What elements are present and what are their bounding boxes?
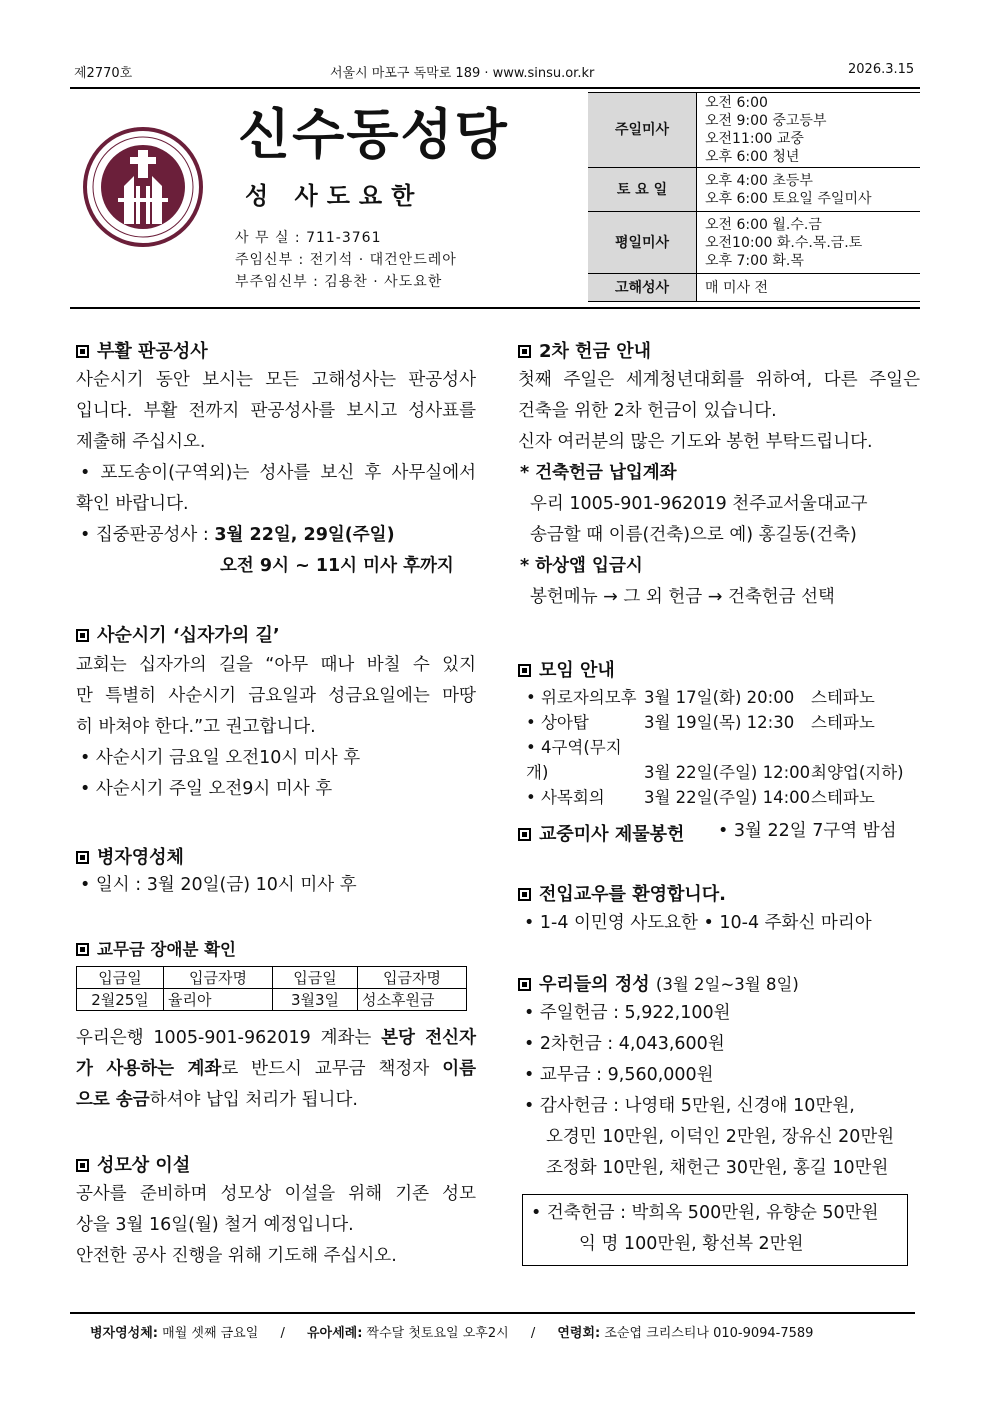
footer-value: 조순엽 크리스티나 010-9094-7589 [600, 1326, 814, 1341]
text-line: 봉헌메뉴 → 그 외 헌금 → 건축헌금 선택 [530, 587, 835, 607]
issue-number: 제2770호 [74, 66, 133, 81]
address: 서울시 마포구 독막로 189 · www.sinsu.or.kr [330, 66, 595, 81]
footer-separator: / [530, 1326, 536, 1341]
text-line: 상을 3월 16일(월) 철거 예정입니다. [76, 1215, 354, 1235]
checkbox-bullet-icon [518, 664, 531, 677]
checkbox-bullet-icon [76, 943, 89, 956]
parish-logo [82, 126, 204, 248]
text-line: 제출해 주십시오. [76, 432, 206, 452]
list-item [526, 710, 926, 735]
meeting-name: • 4구역(무지개) [526, 738, 622, 782]
parish-seal-icon [82, 126, 204, 248]
heading-text: 전입교우를 환영합니다. [539, 884, 726, 905]
meeting-place: 최양업(지하) [811, 763, 904, 782]
list-item: • 감사헌금 : 나영태 5만원, 신경애 10만원, [524, 1096, 855, 1116]
text-span: 하셔야 납입 처리가 됩니다. [149, 1090, 358, 1110]
mass-schedule-table [588, 92, 920, 302]
text-line: 송금할 때 이름(건축)으로 예) 홍길동(건축) [530, 525, 857, 545]
text-line [76, 1054, 476, 1085]
pastor: 주임신부 : 전기석 · 대건안드레아 [235, 252, 457, 268]
heading-text: 사순시기 ‘십자가의 길’ [97, 625, 280, 646]
text-span: 가 사용하는 계좌 [76, 1059, 222, 1079]
second-collection-body [518, 365, 920, 613]
text-line: • 사순시기 금요일 오전10시 미사 후 [80, 748, 361, 768]
text-line: 공사를 준비하며 성모상 이설을 위해 기존 성모 [76, 1184, 476, 1204]
statue-relocation-heading [76, 1151, 190, 1177]
text-span: 우리은행 1005-901-962019 계좌는 [76, 1028, 382, 1048]
schedule-line: 오후 6:00 청년 [705, 149, 800, 165]
list-item: • 건축헌금 : 박희옥 500만원, 유향순 50만원 [531, 1203, 879, 1223]
welcome-heading [518, 880, 726, 906]
table-cell: 3월3일 [273, 989, 358, 1011]
meeting-time: 3월 17일(화) 20:00 [644, 688, 795, 707]
text-line [76, 1023, 476, 1054]
offerings-list [524, 998, 924, 1184]
table-cell: 성소후원금 [358, 989, 467, 1011]
dues-check-heading [76, 936, 236, 960]
checkbox-bullet-icon [518, 888, 531, 901]
list-item: 익 명 100만원, 황선복 2만원 [579, 1234, 804, 1254]
schedule-line: 오전 6:00 월.수.금 [705, 216, 822, 233]
text-line: * 하상앱 입금시 [520, 556, 643, 576]
checkbox-bullet-icon [518, 345, 531, 358]
checkbox-bullet-icon [76, 345, 89, 358]
checkbox-bullet-icon [76, 1159, 89, 1172]
heading-text: 성모상 이설 [97, 1155, 191, 1176]
list-item: 오경민 10만원, 이덕인 2만원, 장유신 20만원 [546, 1127, 895, 1147]
checkbox-bullet-icon [76, 851, 89, 864]
text-line: 오전 9시 ~ 11시 미사 후까지 [220, 556, 454, 576]
table-row [77, 967, 467, 989]
offerings-heading [518, 970, 799, 996]
page-title: 신수동성당 [238, 103, 509, 166]
patron-saint: 성 사도요한 [245, 182, 424, 210]
footer-rule [70, 1312, 915, 1314]
second-collection-heading [518, 337, 651, 363]
intensive-confession-line [76, 520, 476, 551]
text-span: • 집중판공성사 : [80, 525, 215, 545]
footer-value: 짝수달 첫토요일 오후2시 [362, 1326, 509, 1341]
meeting-place: 스테파노 [811, 688, 875, 707]
heading-text: 교중미사 제물봉헌 [539, 824, 685, 845]
schedule-label: 고해성사 [588, 274, 697, 302]
text-line: 사순시기 동안 보시는 모든 고해성사는 판공성사 [76, 370, 476, 390]
text-line: 신자 여러분의 많은 기도와 봉헌 부탁드립니다. [518, 432, 873, 452]
footer [90, 1322, 813, 1341]
schedule-line: 오전11:00 교중 [705, 131, 804, 147]
list-item [526, 735, 926, 785]
office-phone: 사 무 실 : 711-3761 [235, 230, 382, 246]
heading-text: 병자영성체 [97, 847, 184, 868]
table-header: 입금자명 [358, 967, 467, 989]
text-line: 안전한 공사 진행을 위해 기도해 주십시오. [76, 1246, 397, 1266]
meetings-list [526, 685, 926, 810]
offerings-period: (3월 2일~3월 8일) [655, 975, 799, 994]
header-rule [70, 87, 920, 89]
heading-text: 모임 안내 [539, 660, 615, 681]
meeting-place: 스테파노 [811, 788, 875, 807]
offertory-heading [518, 820, 684, 846]
text-line: 우리 1005-901-962019 천주교서울대교구 [530, 494, 868, 514]
heading-text: 2차 헌금 안내 [539, 341, 651, 362]
text-line: 만 특별히 사순시기 금요일과 성금요일에는 마땅 [76, 686, 476, 706]
meeting-place: 스테파노 [811, 713, 875, 732]
building-fund-box [522, 1194, 908, 1266]
footer-value: 매월 셋째 금요일 [158, 1326, 259, 1341]
heading-text: 부활 판공성사 [97, 341, 208, 362]
table-row [77, 989, 467, 1011]
footer-key: 연령회: [557, 1326, 601, 1341]
schedule-row-weekday [588, 212, 920, 274]
heading-text: 교무금 장애분 확인 [97, 940, 237, 959]
checkbox-bullet-icon [518, 828, 531, 841]
issue-date: 2026.3.15 [848, 62, 915, 77]
schedule-line: 오전 6:00 [705, 95, 768, 111]
text-span: 3월 22일, 29일(주일) [214, 525, 395, 545]
text-line [76, 1085, 476, 1116]
text-line: 첫째 주일은 세계청년대회를 위하여, 다른 주일은 [518, 370, 920, 390]
schedule-line: 오후 4:00 초등부 [705, 172, 813, 189]
table-header: 입금일 [77, 967, 164, 989]
table-header: 입금일 [273, 967, 358, 989]
text-line: 확인 바랍니다. [76, 494, 189, 514]
text-span: 이름 [442, 1059, 476, 1079]
meeting-time: 3월 22일(주일) 12:00 [644, 763, 811, 782]
text-line: 히 바쳐야 한다.”고 권고합니다. [76, 717, 316, 737]
list-item: 조정화 10만원, 채헌근 30만원, 홍길 10만원 [546, 1158, 889, 1178]
text-line: 교회는 십자가의 길을 “아무 때나 바칠 수 있지 [76, 655, 476, 675]
section-rule [70, 307, 920, 309]
meeting-time: 3월 19일(목) 12:30 [644, 713, 795, 732]
dues-notice [76, 1023, 476, 1116]
footer-key: 병자영성체: [90, 1326, 158, 1341]
sick-communion-date: • 일시 : 3월 20일(금) 10시 미사 후 [80, 875, 357, 895]
schedule-line: 오후 7:00 화.목 [705, 252, 804, 269]
heading-text: 우리들의 정성 [539, 974, 650, 995]
checkbox-bullet-icon [518, 978, 531, 991]
easter-confession-body [76, 365, 476, 582]
table-cell: 율리아 [164, 989, 273, 1011]
meeting-time: 3월 22일(주일) 14:00 [644, 788, 811, 807]
meeting-name: • 위로자의모후 [526, 688, 637, 707]
text-line: • 포도송이(구역외)는 성사를 보신 후 사무실에서 [80, 463, 476, 483]
table-cell: 2월25일 [77, 989, 164, 1011]
checkbox-bullet-icon [76, 629, 89, 642]
stations-of-cross-body [76, 650, 476, 805]
list-item [526, 685, 926, 710]
building-fund-text [531, 1198, 907, 1260]
meeting-name: • 상아탑 [526, 713, 589, 732]
table-header: 입금자명 [164, 967, 273, 989]
schedule-label: 토 요 일 [588, 168, 697, 212]
meeting-name: • 사목회의 [526, 788, 605, 807]
schedule-line: 오전 9:00 중고등부 [705, 113, 827, 129]
text-line: * 건축헌금 납입계좌 [520, 463, 677, 483]
schedule-label: 평일미사 [588, 212, 697, 274]
offertory-assignment: • 3월 22일 7구역 밤섬 [718, 821, 897, 841]
footer-separator: / [280, 1326, 285, 1341]
list-item [526, 785, 926, 810]
new-parishioners: • 1-4 이민영 사도요한 • 10-4 주화신 마리아 [524, 913, 872, 933]
schedule-row-confession [588, 274, 920, 302]
schedule-row-sunday [588, 93, 920, 168]
text-line: 건축을 위한 2차 헌금이 있습니다. [518, 401, 777, 421]
sick-communion-heading [76, 843, 184, 869]
schedule-line: 매 미사 전 [697, 274, 921, 302]
list-item: • 교무금 : 9,560,000원 [524, 1065, 714, 1085]
schedule-line: 오전10:00 화.수.목.금.토 [705, 234, 863, 251]
schedule-label: 주일미사 [588, 93, 697, 168]
meetings-heading [518, 656, 615, 682]
stations-of-cross-heading [76, 621, 280, 647]
easter-confession-heading [76, 337, 208, 363]
statue-relocation-body [76, 1179, 476, 1272]
schedule-line: 오후 6:00 토요일 주일미사 [705, 190, 872, 207]
footer-key: 유아세례: [306, 1326, 363, 1341]
text-line: • 사순시기 주일 오전9시 미사 후 [80, 779, 333, 799]
dues-table [76, 966, 467, 1011]
text-line: 입니다. 부활 전까지 판공성사를 보시고 성사표를 [76, 401, 476, 421]
text-span: 으로 송금 [76, 1090, 150, 1110]
list-item: • 주일헌금 : 5,922,100원 [524, 1003, 731, 1023]
assistant-pastor: 부주임신부 : 김용찬 · 사도요한 [235, 274, 443, 290]
schedule-row-saturday [588, 168, 920, 212]
text-span: 로 반드시 교무금 책정자 [221, 1059, 443, 1079]
list-item: • 2차헌금 : 4,043,600원 [524, 1034, 725, 1054]
text-span: 본당 전신자 [381, 1028, 476, 1048]
